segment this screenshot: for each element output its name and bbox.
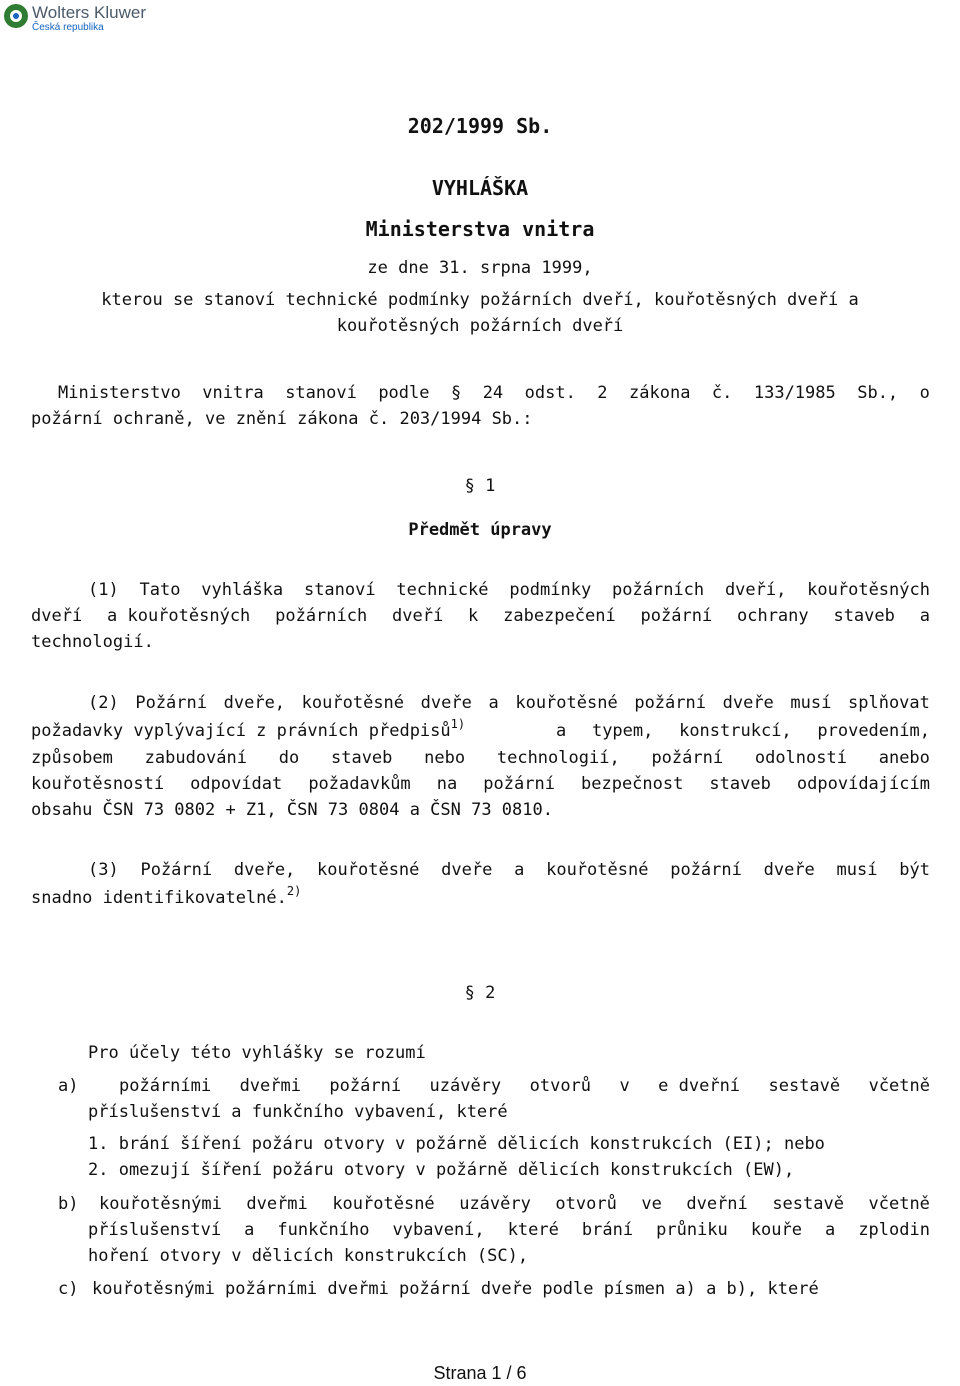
- document-date: ze dne 31. srpna 1999,: [367, 258, 593, 278]
- section1-title: Předmět úpravy: [408, 520, 552, 540]
- word: podle: [378, 383, 430, 403]
- word: a: [825, 1220, 836, 1240]
- logo-mark-icon: [4, 4, 28, 28]
- word: ve: [641, 1194, 662, 1214]
- word: ochrany: [736, 606, 809, 626]
- section1-sign: § 1: [464, 476, 496, 496]
- word: staveb: [330, 748, 393, 768]
- item-a-sub1: 1. brání šíření požáru otvory v požárně dělicích konstrukcích (EI); nebo: [88, 1134, 825, 1154]
- s1-p1-line1: [88, 580, 930, 600]
- word: podmínky: [509, 580, 592, 600]
- word: a: [919, 606, 930, 626]
- document-subject-line1: kterou se stanoví technické podmínky požárních dveří, kouřotěsných dveří a: [101, 290, 859, 310]
- word: a: [556, 721, 567, 741]
- word: otvorů: [529, 1076, 592, 1096]
- word: a: [488, 693, 499, 713]
- word: kouřotěsné: [317, 860, 420, 880]
- item-a-label: a): [58, 1076, 79, 1096]
- item-c-label: c): [58, 1279, 79, 1299]
- intro-line2: požární ochraně, ve znění zákona č. 203/1994 Sb.:: [31, 409, 533, 429]
- word: požární: [634, 693, 706, 713]
- s1-p2-line3: [31, 748, 930, 768]
- word: dveří,: [724, 580, 787, 600]
- word: (3): [88, 860, 119, 880]
- word: zabezpečení: [503, 606, 616, 626]
- word: otvorů: [555, 1194, 617, 1214]
- word: a: [514, 860, 525, 880]
- section2-intro: Pro účely této vyhlášky se rozumí: [88, 1043, 426, 1063]
- word: kouřotěsné: [515, 693, 618, 713]
- s1-p2-line1: [88, 693, 930, 713]
- s1-p3-line2: snadno identifikovatelné.$^{2)}$: [31, 884, 302, 908]
- s1-p2-line5: obsahu ČSN 73 0802 + Z1, ČSN 73 0804 a ČSN 73 0810.: [31, 800, 553, 820]
- footnote-ref-2: 2): [286, 884, 302, 898]
- word: č.: [711, 383, 733, 403]
- word: staveb: [709, 774, 771, 794]
- word: k: [468, 606, 479, 626]
- word: (2): [88, 693, 119, 713]
- word: dveří: [31, 606, 83, 626]
- s1-p2-line4: [31, 774, 930, 794]
- word: funkčního: [277, 1220, 370, 1240]
- item-a-line2: příslušenství a funkčního vybavení, které: [88, 1102, 508, 1122]
- word: požárních: [612, 580, 705, 600]
- word: kouřotěsné: [546, 860, 649, 880]
- item-b-label: b): [58, 1194, 79, 1214]
- document-number: 202/1999 Sb.: [407, 114, 553, 138]
- word: dveře: [763, 860, 815, 880]
- item-b-line1: [99, 1194, 930, 1214]
- word: kouře: [750, 1220, 802, 1240]
- section2-sign: § 2: [464, 983, 496, 1003]
- word: na: [436, 774, 458, 794]
- word: a: [244, 1220, 255, 1240]
- item-a-sub2: 2. omezují šíření požáru otvory v požárně dělicích konstrukcích (EW),: [88, 1160, 795, 1180]
- word: dveře: [420, 693, 472, 713]
- s1-p2-line2-start: požadavky vyplývající z právních předpisů$^{1)}$: [31, 717, 466, 741]
- word: vybavení,: [392, 1220, 485, 1240]
- word: technické: [396, 580, 489, 600]
- word: požární: [640, 606, 713, 626]
- word: příslušenství: [88, 1220, 222, 1240]
- word: kouřotěsné: [301, 693, 405, 713]
- footnote-ref-1: 1): [450, 717, 466, 731]
- word: Ministerstvo: [58, 383, 181, 403]
- word: odpovídat: [190, 774, 283, 794]
- word: kouřotěsnými: [99, 1194, 222, 1214]
- item-b-line2: [88, 1220, 930, 1240]
- word: stanoví: [285, 383, 357, 403]
- logo-name: Wolters Kluwer: [32, 3, 146, 22]
- logo-subtitle: Česká republika: [32, 22, 104, 33]
- word: odolností: [754, 748, 847, 768]
- s1-p2-line2-end: [556, 721, 930, 741]
- word: kouřotěsné: [332, 1194, 435, 1214]
- word: dveří: [392, 606, 444, 626]
- word: Požární: [135, 693, 207, 713]
- word: dveře: [441, 860, 493, 880]
- word: provedením,: [817, 721, 930, 741]
- word: způsobem: [31, 748, 113, 768]
- word: včetně: [868, 1076, 930, 1096]
- word: uzávěry: [429, 1076, 502, 1096]
- word: staveb: [833, 606, 895, 626]
- word: uzávěry: [459, 1194, 531, 1214]
- item-b-line3: hoření otvory v dělicích konstrukcích (SC),: [88, 1246, 529, 1266]
- word: požárními: [119, 1076, 212, 1096]
- word: požární: [651, 748, 724, 768]
- word: Tato: [139, 580, 181, 600]
- item-a-line1: [119, 1076, 930, 1096]
- word: odst.: [524, 383, 576, 403]
- word: sestavě: [768, 1076, 841, 1096]
- word: e dveřní: [658, 1076, 741, 1096]
- word: 24: [482, 383, 504, 403]
- word: dveře: [722, 693, 774, 713]
- word: požadavkům: [308, 774, 411, 794]
- page-number: Strana 1 / 6: [433, 1363, 527, 1383]
- word: do: [278, 748, 300, 768]
- word: 133/1985: [753, 383, 836, 403]
- word: typem,: [591, 721, 654, 741]
- word: vnitra: [202, 383, 264, 403]
- word: splňovat: [848, 693, 930, 713]
- word: které: [507, 1220, 559, 1240]
- word: konstrukcí,: [679, 721, 792, 741]
- word: musí: [790, 693, 832, 713]
- word: technologií,: [496, 748, 620, 768]
- word: být: [899, 860, 930, 880]
- word: dveřmi: [246, 1194, 308, 1214]
- word: §: [450, 383, 462, 403]
- word: 2: [597, 383, 608, 403]
- word: vyhláška: [201, 580, 284, 600]
- word: včetně: [868, 1194, 930, 1214]
- word: bezpečnost: [581, 774, 684, 794]
- document-subject-line2: kouřotěsných požárních dveří: [336, 316, 624, 336]
- word: v: [619, 1076, 630, 1096]
- word: požární: [670, 860, 742, 880]
- word: anebo: [878, 748, 930, 768]
- word: kouřotěsných: [807, 580, 930, 600]
- word: průniku: [656, 1220, 728, 1240]
- word: dveřmi: [239, 1076, 301, 1096]
- word: požárních: [275, 606, 368, 626]
- word: Sb.,: [857, 383, 899, 403]
- word: a kouřotěsných: [107, 606, 251, 626]
- word: požární: [483, 774, 555, 794]
- word: zplodin: [858, 1220, 930, 1240]
- word: kouřotěsností: [31, 774, 165, 794]
- word: dveře,: [233, 860, 296, 880]
- s1-p1-line2: [31, 606, 930, 626]
- item-c-text: kouřotěsnými požárními dveřmi požární dveře podle písmen a) a b), které: [92, 1279, 819, 1299]
- word: stanoví: [303, 580, 376, 600]
- word: (1): [88, 580, 119, 600]
- word: musí: [836, 860, 878, 880]
- intro-line1: [58, 383, 930, 403]
- word: požární: [329, 1076, 402, 1096]
- word: o: [919, 383, 930, 403]
- publisher-logo: [4, 4, 146, 33]
- word: nebo: [424, 748, 466, 768]
- word: dveřní: [686, 1194, 748, 1214]
- document-issuer: Ministerstva vnitra: [365, 217, 595, 241]
- word: brání: [581, 1220, 634, 1240]
- word: sestavě: [772, 1194, 844, 1214]
- word: odpovídajícím: [796, 774, 930, 794]
- s1-p1-line3: technologií.: [31, 632, 154, 652]
- word: dveře,: [223, 693, 286, 713]
- document-type: VYHLÁŠKA: [431, 176, 529, 200]
- s1-p3-line1: [88, 860, 930, 880]
- word: zabudování: [144, 748, 247, 768]
- word: zákona: [629, 383, 691, 403]
- word: Požární: [140, 860, 213, 880]
